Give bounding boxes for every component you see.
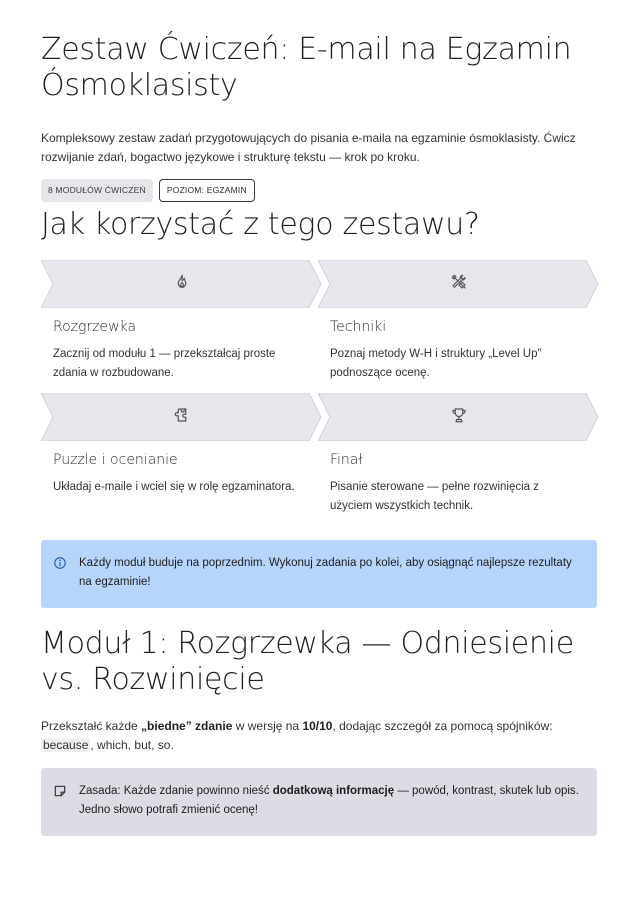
level-badge: POZIOM: EGZAMIN xyxy=(159,179,255,202)
step-title: Finał xyxy=(330,452,363,468)
page-title: Zestaw Ćwiczeń: E-mail na Egzamin Ósmoklasisty xyxy=(41,32,572,103)
flame-icon xyxy=(173,273,191,296)
rule-note-text: Zasada: Każde zdanie powinno nieść dodatkową informację — powód, kontrast, skutek lub opis. Jedno słowo potrafi zmienić ocenę! xyxy=(79,785,579,816)
conjunction-but: but xyxy=(134,738,152,752)
conjunction-so: so xyxy=(157,738,171,752)
step-title: Puzzle i ocenianie xyxy=(53,452,178,468)
rule-note-callout xyxy=(41,768,597,836)
module1-heading: Moduł 1: Rozgrzewka — Odniesienie vs. Rozwinięcie xyxy=(41,626,574,697)
step-description: Poznaj metody W-H i struktury „Level Up” podnoszące ocenę. xyxy=(330,348,542,379)
note-icon xyxy=(53,784,67,803)
conjunction-because: because xyxy=(43,738,89,752)
step-description: Układaj e-maile i wciel się w rolę egzaminatora. xyxy=(53,481,295,493)
step-title: Rozgrzewka xyxy=(53,319,137,335)
module1-intro: Przekształć każde „biedne” zdanie w wersję na 10/10, dodając szczegół za pomocą spójników: because , which, but, so. xyxy=(41,719,553,752)
info-icon xyxy=(53,556,67,575)
modules-count-badge: 8 MODUŁÓW ĆWICZEŃ xyxy=(41,179,153,202)
step-description: Pisanie sterowane — pełne rozwinięcia z użyciem wszystkich technik. xyxy=(330,481,540,512)
conjunction-which: which xyxy=(97,738,128,752)
puzzle-icon xyxy=(173,406,191,429)
step-title: Techniki xyxy=(330,319,387,335)
lead-paragraph: Kompleksowy zestaw zadań przygotowujących do pisania e-maila na egzaminie ósmoklasisty. Ćwicz rozwijanie zdań, bogactwo językowe i strukturę tekstu — krok po kroku. xyxy=(41,131,576,164)
step-description: Zacznij od modułu 1 — przekształcaj proste zdania w rozbudowane. xyxy=(53,348,276,379)
badge-row xyxy=(41,179,255,202)
info-callout xyxy=(41,540,597,608)
howto-heading: Jak korzystać z tego zestawu? xyxy=(41,207,480,242)
info-callout-text: Każdy moduł buduje na poprzednim. Wykonuj zadania po kolei, aby osiągnąć najlepsze rezultaty na egzaminie! xyxy=(79,557,572,588)
trophy-icon xyxy=(450,406,468,429)
tools-icon xyxy=(450,273,468,296)
